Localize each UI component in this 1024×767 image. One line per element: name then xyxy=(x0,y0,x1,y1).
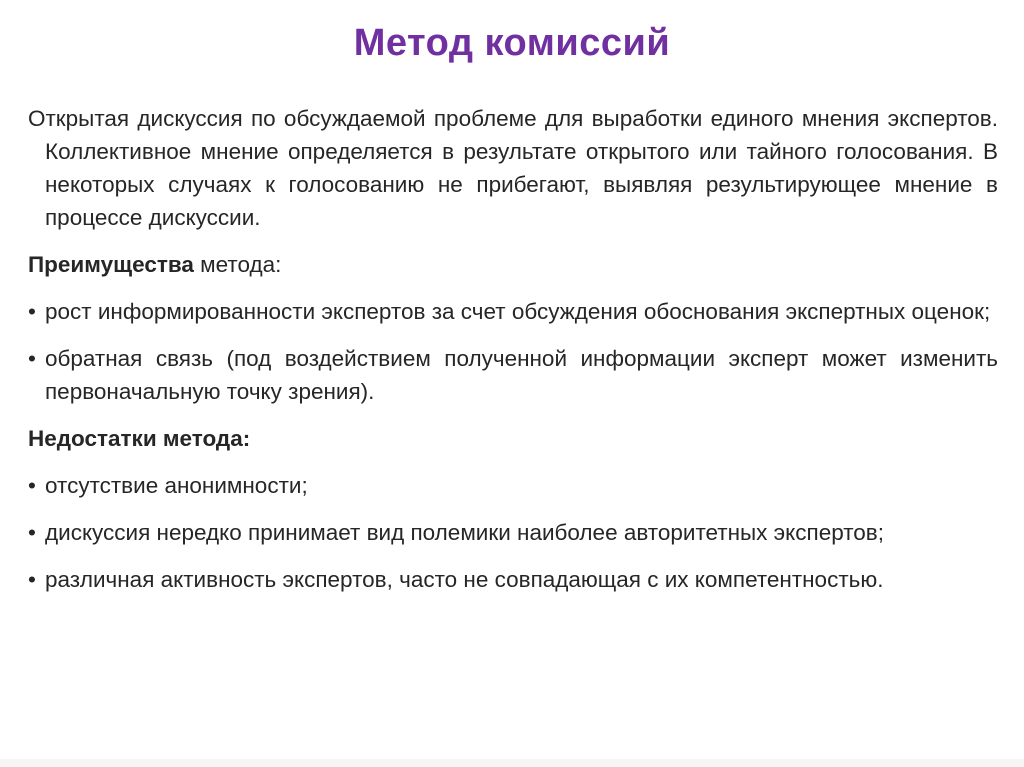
advantages-heading xyxy=(28,248,998,281)
advantage-item xyxy=(28,295,998,328)
advantages-heading-bold: Преимущества xyxy=(28,252,194,277)
slide-title: Метод комиссий xyxy=(353,22,671,64)
bullet-icon: • xyxy=(28,567,36,592)
bullet-icon: • xyxy=(28,473,36,498)
disadvantage-item-text: дискуссия нередко принимает вид полемики наиболее авторитетных экспертов; xyxy=(45,520,884,545)
bullet-icon: • xyxy=(28,299,36,324)
bullet-icon: • xyxy=(28,346,36,371)
bullet-icon: • xyxy=(28,520,36,545)
disadvantage-item-text: отсутствие анонимности; xyxy=(45,473,308,498)
disadvantage-item-text: различная активность экспертов, часто не совпадающая с их компетентностью. xyxy=(45,567,884,592)
advantage-item xyxy=(28,342,998,408)
slide-body xyxy=(28,102,998,610)
advantage-item-text: рост информированности экспертов за счет обсуждения обоснования экспертных оценок; xyxy=(45,299,991,324)
slide-bottom-edge xyxy=(0,759,1024,767)
disadvantage-item xyxy=(28,516,998,549)
disadvantage-item xyxy=(28,563,998,596)
advantage-item-text: обратная связь (под воздействием полученной информации эксперт может изменить первоначальную точку зрения). xyxy=(45,346,998,404)
disadvantages-heading: Недостатки метода: xyxy=(28,426,251,451)
advantages-heading-rest: метода: xyxy=(193,252,282,277)
intro-paragraph: Открытая дискуссия по обсуждаемой проблеме для выработки единого мнения экспертов. Коллективное мнение определяется в результате открытого или тайного голосования. В некоторых случаях к голосованию не прибегают, выявляя результирующее мнение в процессе дискуссии. xyxy=(28,106,998,230)
disadvantage-item xyxy=(28,469,998,502)
